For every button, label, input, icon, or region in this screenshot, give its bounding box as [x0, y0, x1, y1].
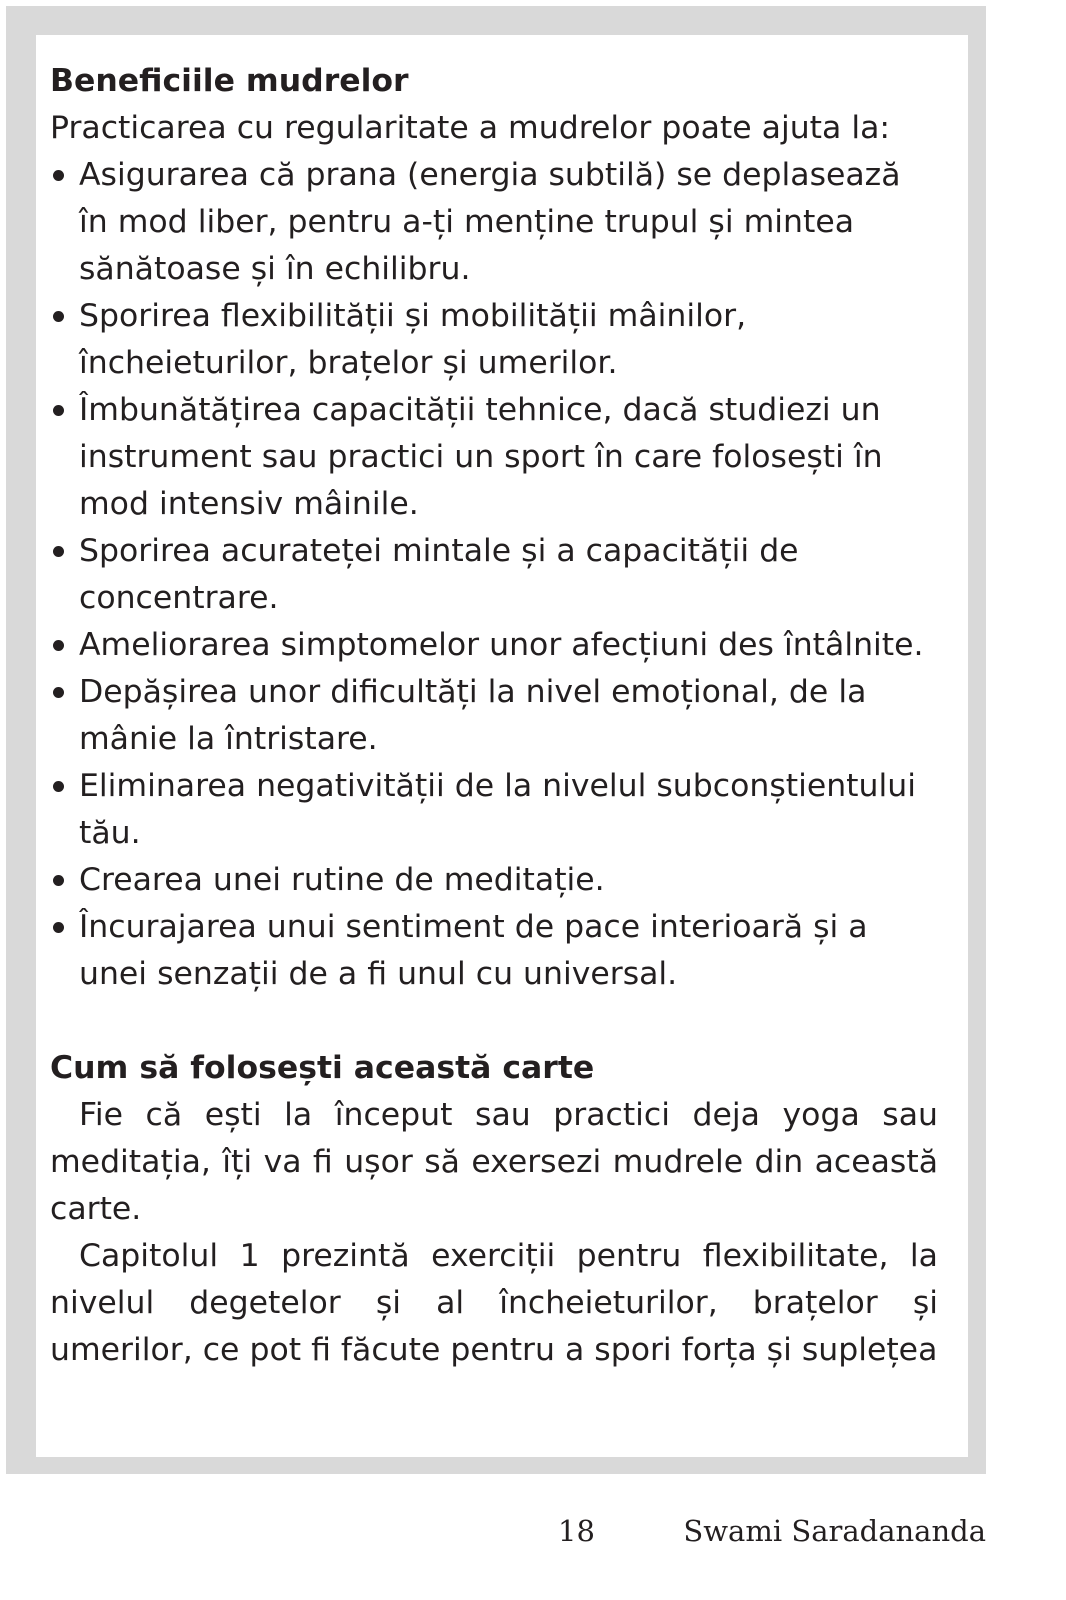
- list-item: Asigurarea că prana (energia subtilă) se deplasează în mod liber, pentru a-ți menține trupul și mintea sănătoase și în echilibru.: [50, 152, 938, 293]
- paragraph: Capitolul 1 prezintă exerciții pentru flexibilitate, la nivelul degetelor și al încheieturilor, brațelor și umerilor, ce pot fi făcute pentru a spori forța și suplețea: [50, 1238, 938, 1368]
- list-item: Îmbunătățirea capacității tehnice, dacă studiezi un instrument sau practici un sport în care folosești în mod intensiv mâinile.: [50, 387, 938, 528]
- list-item: Sporirea flexibilității și mobilității mâinilor, încheieturilor, brațelor și umerilor.: [50, 293, 938, 387]
- author-name: Swami Saradananda: [683, 1514, 986, 1548]
- list-item: Încurajarea unui sentiment de pace interioară și a unei senzații de a fi unul cu universal.: [50, 904, 938, 998]
- paragraph: Fie că ești la început sau practici deja yoga sau meditația, îți va fi ușor să exersezi mudrele din această carte.: [50, 1097, 938, 1227]
- list-item: Crearea unei rutine de meditație.: [50, 857, 938, 904]
- benefits-list: [50, 152, 938, 998]
- section-heading-how-to-use: Cum să folosești această carte: [50, 1050, 595, 1086]
- intro-text: Practicarea cu regularitate a mudrelor poate ajuta la:: [50, 110, 890, 146]
- list-item: Depășirea unor dificultăți la nivel emoțional, de la mânie la întristare.: [50, 669, 938, 763]
- list-item: Ameliorarea simptomelor unor afecțiuni des întâlnite.: [50, 622, 938, 669]
- page-content: [50, 58, 938, 1374]
- page-footer: [0, 1514, 986, 1562]
- list-item: Sporirea acurateței mintale și a capacității de concentrare.: [50, 528, 938, 622]
- section-spacer: [50, 998, 938, 1045]
- page-number: 18: [558, 1514, 595, 1548]
- section-heading-benefits: Beneficiile mudrelor: [50, 63, 409, 99]
- list-item: Eliminarea negativității de la nivelul subconștientului tău.: [50, 763, 938, 857]
